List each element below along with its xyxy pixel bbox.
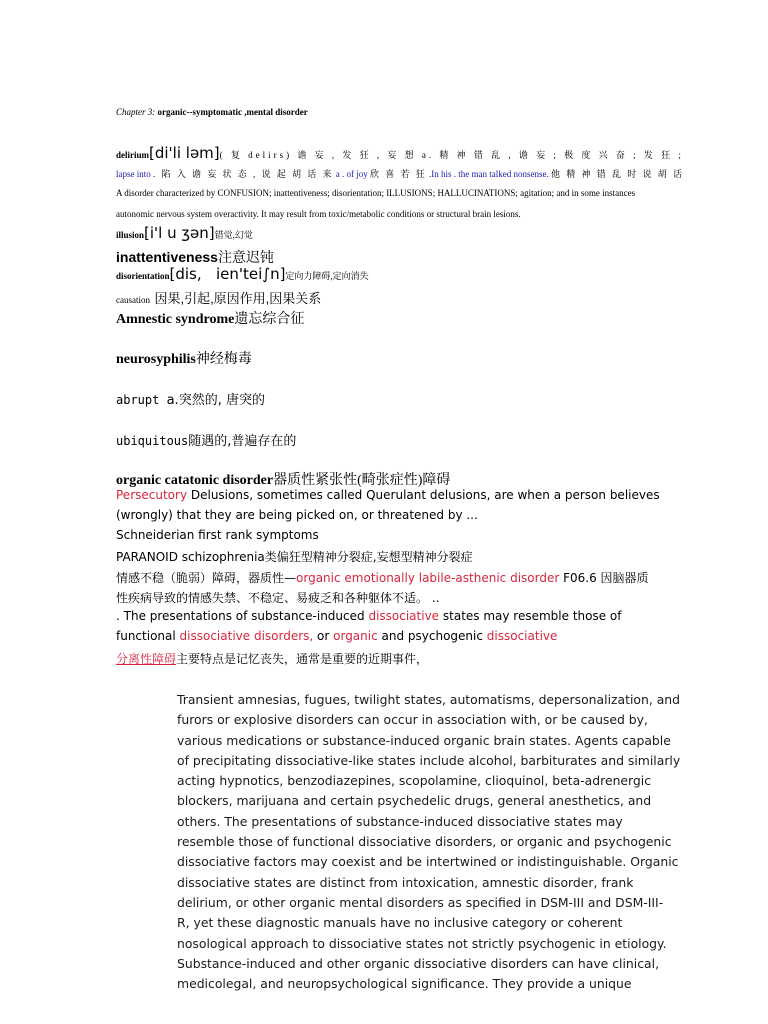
persecutory-line-1: Persecutory Delusions, sometimes called Querulant delusions, are when a person believes — [116, 488, 660, 502]
delirium-definition-en-2: autonomic nervous system overactivity. It may result from toxic/metabolic conditions or structural brain lesions. — [116, 209, 521, 219]
entry-abrupt: abrupt a.突然的, 唐突的 — [116, 393, 265, 408]
term-persecutory: Persecutory — [116, 488, 188, 502]
entry-delirium: delirium[di'li ləm]( 复 delirs) 谵 妄 , 发 狂 , 妄 想 a. 精 神 错 乱 , 谵 妄 ; 极 度 兴 奋 ; 发 狂 ; — [116, 144, 684, 162]
term-illusion: illusion — [116, 230, 145, 240]
paragraph-line: various medications or substance-induced organic brain states. Agents capable — [177, 732, 671, 748]
paragraph-line: nosological approach to dissociative states not strictly psychogenic in etiology. — [177, 935, 667, 951]
entry-disorientation: disorientation[dis, ien'tei∫n]定向力障碍,定向消失 — [116, 265, 369, 283]
chapter-heading — [116, 107, 308, 117]
ipa-illusion: [i'l u ʒən] — [144, 224, 215, 242]
ipa-disorientation: [dis, ien'tei∫n] — [169, 265, 286, 283]
paragraph-line: resemble those of functional dissociative disorders, or organic and psychogenic — [177, 834, 672, 850]
ipa-delirium: di'li ləm — [154, 144, 214, 162]
entry-organic-catatonic: organic catatonic disorder器质性紧张性(畸张症性)障碍 — [116, 473, 451, 488]
delirium-examples: lapse into . 陷 入 谵 妄 状 态 , 说 起 胡 话 来 a . of joy 欣 喜 若 狂 .In his . the man talked nonsense. 他 精 神 错 乱 时 说 胡 话 — [116, 169, 685, 179]
persecutory-line-2: (wrongly) that they are being picked on, or threatened by ... — [116, 508, 478, 522]
term-neurosyphilis: neurosyphilis — [116, 352, 196, 367]
paragraph-line: dissociative factors may coexist and be intertwined or indistinguishable. Organic — [177, 854, 679, 870]
presentations-line-2: functional dissociative disorders, or organic and psychogenic dissociative — [116, 629, 558, 643]
entry-causation: causation 因果,引起,原因作用,因果关系 — [116, 291, 322, 306]
term-ubiquitous: ubiquitous — [116, 434, 189, 448]
paragraph-line: Transient amnesias, fugues, twilight states, automatisms, depersonalization, and — [177, 692, 681, 707]
term-inattentiveness: inattentiveness — [116, 249, 218, 265]
entry-ubiquitous: ubiquitous随遇的,普遍存在的 — [116, 434, 297, 449]
entry-neurosyphilis: neurosyphilis神经梅毒 — [116, 352, 252, 367]
paragraph-line: blockers, marijuana and certain psychedelic drugs, general anesthetics, and — [177, 793, 652, 809]
delirium-definition-cn: ( 复 delirs) 谵 妄 , 发 狂 , 妄 想 a. 精 神 错 乱 , 谵 妄 ; 极 度 兴 奋 ; 发 狂 ; — [219, 150, 684, 160]
dissociative-cn-line: 分离性障碍主要特点是记忆丧失，通常是重要的近期事件， — [116, 652, 429, 666]
term-abrupt: abrupt — [116, 393, 160, 407]
dissociative-disorder-link[interactable]: 分离性障碍 — [116, 652, 177, 666]
paragraph-line: furors or explosive disorders can occur in association with, or be caused by, — [177, 712, 648, 728]
paragraph-line: R, yet these diagnostic manuals have no inclusive category or coherent — [177, 915, 623, 931]
chapter-prefix: Chapter 3: — [116, 107, 156, 117]
labile-line-2: 性疾病导致的情感失禁、不稳定、易疲乏和各种躯体不适。 .. — [116, 591, 440, 605]
term-amnestic: Amnestic syndrome — [116, 312, 235, 327]
term-disorientation: disorientation — [116, 271, 170, 281]
paragraph-line: Substance-induced and other organic dissociative disorders can have clinical, — [177, 955, 660, 971]
term-delirium: delirium — [116, 150, 149, 160]
paragraph-line: medicolegal, and neuropsychological significance. They provide a unique — [177, 976, 632, 992]
paragraph-line: delirium, or other organic mental disorders as specified in DSM-III and DSM-III- — [177, 894, 664, 910]
entry-amnestic-syndrome: Amnestic syndrome遗忘综合征 — [116, 312, 305, 327]
entry-illusion: illusion[i'l u ʒən]错觉,幻觉 — [116, 224, 253, 242]
entry-inattentiveness: inattentiveness注意迟钝 — [116, 249, 274, 265]
labile-line-1: 情感不稳（脆弱）障碍，器质性—organic emotionally labile-asthenic disorder F06.6 因脑器质 — [116, 571, 649, 585]
presentations-line-1: . The presentations of substance-induced dissociative states may resemble those of — [116, 609, 622, 623]
paragraph-line: of precipitating dissociative-like states include alcohol, barbiturates and similarly — [177, 752, 681, 768]
paragraph-line: dissociative states are distinct from intoxication, amnestic disorder, frank — [177, 874, 634, 890]
delirium-definition-en-1: A disorder characterized by CONFUSION; inattentiveness; disorientation; ILLUSIONS; HALLUCINATIONS; agitation; and in some instances — [116, 188, 636, 198]
term-catatonic: organic catatonic disorder — [116, 473, 274, 488]
paragraph-line: others. The presentations of substance-induced dissociative states may — [177, 813, 623, 829]
paranoid-line: PARANOID schizophrenia类偏狂型精神分裂症,妄想型精神分裂症 — [116, 550, 473, 564]
paragraph-line: acting hypnotics, benzodiazepines, scopolamine, clioquinol, beta-adrenergic — [177, 773, 652, 789]
term-causation: causation — [116, 295, 150, 305]
chapter-title: organic--symptomatic ,mental disorder — [157, 107, 308, 117]
dissociative-paragraph — [177, 690, 681, 994]
schneiderian-line: Schneiderian first rank symptoms — [116, 528, 319, 542]
